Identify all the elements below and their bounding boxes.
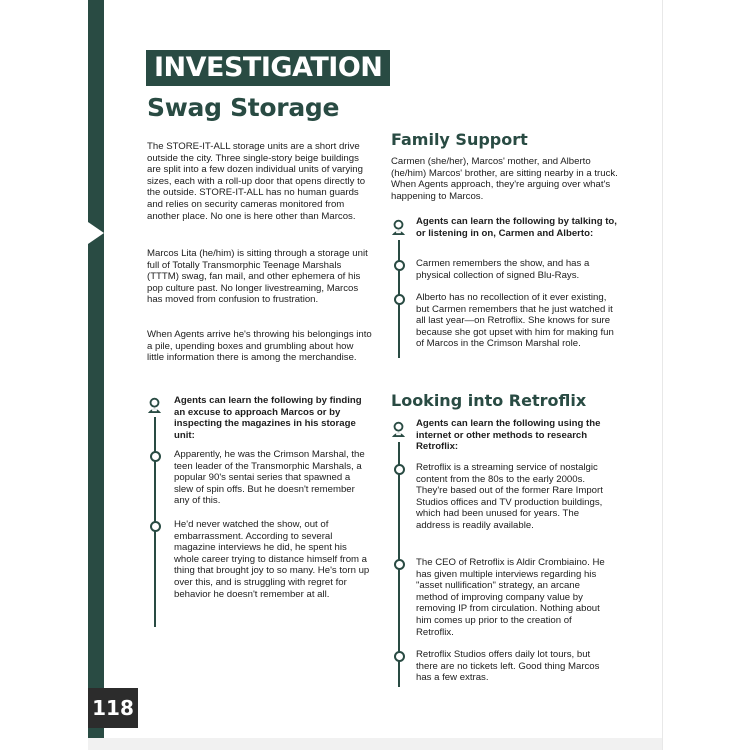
timeline-dot	[394, 260, 405, 271]
clue-item: Carmen remembers the show, and has a physical collection of signed Blu-Rays.	[416, 258, 590, 281]
agent-icon	[146, 397, 163, 414]
page-number: 118	[88, 688, 138, 728]
clue-item: Apparently, he was the Crimson Marshal, the teen leader of the Transmorphic Marshals, a popular 90's sentai series that spawned a slew of spin offs. But he doesn't remember any of this.	[174, 449, 365, 507]
retroflix-heading: Looking into Retroflix	[391, 391, 587, 410]
section-badge: INVESTIGATION	[146, 50, 390, 86]
clue-item: Alberto has no recollection of it ever existing, but Carmen remembers that he just watched it all last year—on Retroflix. She knows for sure because she got upset with him for making fun of Marcos in the Crimson Marshal role.	[416, 292, 614, 350]
agent-icon	[390, 421, 407, 438]
clue-item: He'd never watched the show, out of embarrassment. According to several magazine interviews he did, he spent his whole career trying to distance himself from a thing that brought joy to so many. He's torn up over this, and is struggling with regret for behavior he doesn't remember at all.	[174, 519, 370, 600]
learn-heading-family: Agents can learn the following by talking to, or listening in on, Carmen and Alberto:	[416, 216, 617, 239]
learn-heading-retroflix: Agents can learn the following using the internet or other methods to research Retroflix:	[416, 418, 601, 453]
page-margin	[662, 0, 750, 750]
timeline-dot	[394, 464, 405, 475]
family-support-heading: Family Support	[391, 130, 528, 149]
page-edge-arrow	[88, 222, 104, 244]
agent-icon	[390, 219, 407, 236]
page-bottom-band	[88, 738, 662, 750]
clue-item: Retroflix is a streaming service of nostalgic content from the 80s to the early 2000s. They're based out of the former Rare Import Studios offices and TV production buildings, which had been unused for years. The address is readily available.	[416, 462, 603, 531]
intro-paragraph-2: Marcos Lita (he/him) is sitting through a storage unit full of Totally Transmorphic Teenage Marshals (TTTM) swag, fan mail, and other ephemera of his pop culture past. No longer livestreaming, Marcos has moved from confusion to frustration.	[147, 248, 368, 306]
timeline-dot	[150, 451, 161, 462]
timeline-dot	[394, 559, 405, 570]
page-edge-bar	[88, 0, 104, 750]
family-intro: Carmen (she/her), Marcos' mother, and Alberto (he/him) Marcos' brother, are sitting nearby in a truck. When Agents approach, they're arguing over what's happening to Marcos.	[391, 156, 618, 202]
intro-paragraph-3: When Agents arrive he's throwing his belongings into a pile, upending boxes and grumbling about how little information there is among the merchandise.	[147, 329, 372, 364]
clue-item: The CEO of Retroflix is Aldir Crombiaino. He has given multiple interviews regarding his "asset nullification" strategy, an arcane method of improving company value by removing IP from circulation. Nothing about him comes up prior to the creation of Retroflix.	[416, 557, 605, 638]
learn-heading-marcos: Agents can learn the following by finding an excuse to approach Marcos or by inspecting the magazines in his storage unit:	[174, 395, 362, 441]
timeline-dot	[394, 294, 405, 305]
page-title: Swag Storage	[147, 93, 340, 122]
clue-item: Retroflix Studios offers daily lot tours, but there are no tickets left. Good thing Marcos has a few extras.	[416, 649, 600, 684]
intro-paragraph-1: The STORE-IT-ALL storage units are a short drive outside the city. Three single-story beige buildings are split into a few dozen individual units of varying sizes, each with a roll-up door that opens directly to the outside. STORE-IT-ALL has no human guards and relies on security cameras monitored from another place. No one is here other than Marcos.	[147, 141, 366, 222]
timeline-dot	[394, 651, 405, 662]
timeline-dot	[150, 521, 161, 532]
